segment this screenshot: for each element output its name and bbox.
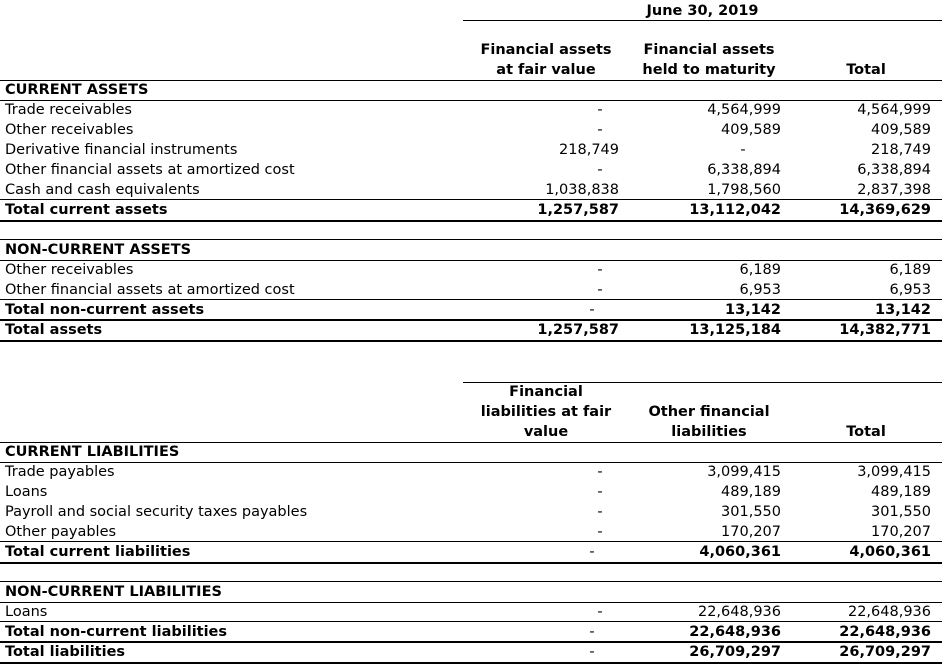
- row-label: Total current liabilities: [5, 544, 191, 560]
- total-row: [0, 200, 943, 220]
- row-col2: 4,564,999: [707, 102, 781, 118]
- row-col2: 26,709,297: [689, 644, 781, 660]
- row-col1: 1,257,587: [537, 322, 619, 338]
- row-label: Total non-current liabilities: [5, 624, 228, 640]
- row-col3: 489,189: [871, 484, 931, 500]
- row-col1: -: [597, 122, 603, 138]
- liab-col2-line1: Other financial: [648, 404, 770, 420]
- table-row: [0, 502, 943, 522]
- row-label: Total assets: [5, 322, 103, 338]
- period-header: June 30, 2019: [646, 3, 759, 19]
- row-col2: -: [740, 142, 746, 158]
- assets-col2-header: [628, 40, 790, 80]
- row-col1: -: [597, 464, 603, 480]
- row-col3: 3,099,415: [857, 464, 931, 480]
- row-label: Cash and cash equivalents: [5, 182, 200, 198]
- section-title: CURRENT ASSETS: [5, 82, 149, 98]
- row-col2: 6,953: [739, 282, 781, 298]
- row-label: Other receivables: [5, 262, 134, 278]
- row-label: Other financial assets at amortized cost: [5, 162, 295, 178]
- row-col1: -: [589, 302, 595, 318]
- assets-col3-header: Total: [846, 62, 886, 78]
- liab-col1-line2: liabilities at fair: [480, 404, 612, 420]
- row-col2: 13,125,184: [689, 322, 781, 338]
- row-col2: 3,099,415: [707, 464, 781, 480]
- table-row: [0, 120, 943, 140]
- row-col3: 301,550: [871, 504, 931, 520]
- row-col2: 409,589: [721, 122, 781, 138]
- row-col2: 6,338,894: [707, 162, 781, 178]
- row-label: Trade receivables: [5, 102, 132, 118]
- row-col1: 218,749: [559, 142, 619, 158]
- row-col2: 13,112,042: [689, 202, 781, 218]
- row-col3: 14,382,771: [839, 322, 931, 338]
- row-col2: 301,550: [721, 504, 781, 520]
- liab-col2-header: [628, 402, 790, 442]
- table-row: [0, 260, 943, 280]
- row-col1: -: [597, 484, 603, 500]
- table-row: [0, 100, 943, 120]
- table-row: [0, 462, 943, 482]
- row-col2: 22,648,936: [697, 604, 781, 620]
- row-col3: 22,648,936: [847, 604, 931, 620]
- row-col2: 13,142: [725, 302, 781, 318]
- grand-total-row: [0, 642, 943, 662]
- liab-col1-header: [470, 382, 622, 442]
- section-noncurrent-assets: [0, 240, 943, 260]
- row-col3: 4,060,361: [849, 544, 931, 560]
- total-row: [0, 622, 943, 642]
- row-col3: 2,837,398: [857, 182, 931, 198]
- row-col3: 218,749: [871, 142, 931, 158]
- assets-col1-header: [470, 40, 622, 80]
- row-col2: 22,648,936: [689, 624, 781, 640]
- table-row: [0, 602, 943, 622]
- row-col3: 14,369,629: [839, 202, 931, 218]
- row-col3: 13,142: [875, 302, 931, 318]
- row-col1: -: [589, 544, 595, 560]
- grand-total-row: [0, 320, 943, 340]
- row-col2: 4,060,361: [699, 544, 781, 560]
- section-title: NON-CURRENT ASSETS: [5, 242, 192, 258]
- row-col1: -: [589, 644, 595, 660]
- row-col1: -: [597, 524, 603, 540]
- row-col1: 1,257,587: [537, 202, 619, 218]
- row-col3: 409,589: [871, 122, 931, 138]
- row-col3: 6,338,894: [857, 162, 931, 178]
- table-row: [0, 180, 943, 200]
- row-label: Loans: [5, 484, 48, 500]
- rule: [0, 662, 942, 664]
- row-label: Other receivables: [5, 122, 134, 138]
- row-col1: -: [597, 262, 603, 278]
- table-row: [0, 522, 943, 542]
- row-label: Other payables: [5, 524, 117, 540]
- table-row: [0, 482, 943, 502]
- row-col3: 22,648,936: [839, 624, 931, 640]
- rule: [0, 340, 942, 342]
- table-row: [0, 140, 943, 160]
- row-label: Loans: [5, 604, 48, 620]
- section-current-assets: [0, 80, 943, 100]
- table-row: [0, 280, 943, 300]
- row-col1: -: [597, 604, 603, 620]
- row-label: Payroll and social security taxes payables: [5, 504, 308, 520]
- section-current-liabilities: [0, 442, 943, 462]
- total-row: [0, 300, 943, 320]
- row-col3: 6,953: [889, 282, 931, 298]
- row-col1: -: [597, 102, 603, 118]
- row-col1: 1,038,838: [545, 182, 619, 198]
- row-label: Total liabilities: [5, 644, 126, 660]
- row-col1: -: [589, 624, 595, 640]
- total-row: [0, 542, 943, 562]
- section-title: NON-CURRENT LIABILITIES: [5, 584, 222, 600]
- assets-col2-line1: Financial assets: [643, 42, 775, 58]
- assets-col1-line1: Financial assets: [480, 42, 612, 58]
- row-col1: -: [597, 282, 603, 298]
- liab-col3-header: Total: [846, 424, 886, 440]
- row-col2: 6,189: [739, 262, 781, 278]
- row-label: Trade payables: [5, 464, 115, 480]
- section-title: CURRENT LIABILITIES: [5, 444, 180, 460]
- row-col2: 1,798,560: [707, 182, 781, 198]
- rule: [0, 220, 942, 222]
- liab-col2-line2: liabilities: [671, 424, 747, 440]
- row-col2: 489,189: [721, 484, 781, 500]
- row-label: Derivative financial instruments: [5, 142, 238, 158]
- row-col3: 26,709,297: [839, 644, 931, 660]
- liab-col1-line1: Financial: [509, 384, 583, 400]
- assets-col2-line2: held to maturity: [642, 62, 776, 78]
- row-col1: -: [597, 504, 603, 520]
- section-noncurrent-liabilities: [0, 582, 943, 602]
- row-label: Total current assets: [5, 202, 168, 218]
- row-label: Total non-current assets: [5, 302, 205, 318]
- row-col3: 6,189: [889, 262, 931, 278]
- row-col2: 170,207: [721, 524, 781, 540]
- assets-col1-line2: at fair value: [496, 62, 596, 78]
- rule: [0, 562, 942, 564]
- liab-col1-line3: value: [523, 424, 569, 440]
- table-row: [0, 160, 943, 180]
- row-label: Other financial assets at amortized cost: [5, 282, 295, 298]
- row-col3: 4,564,999: [857, 102, 931, 118]
- row-col3: 170,207: [871, 524, 931, 540]
- row-col1: -: [597, 162, 603, 178]
- period-underline: [463, 20, 942, 21]
